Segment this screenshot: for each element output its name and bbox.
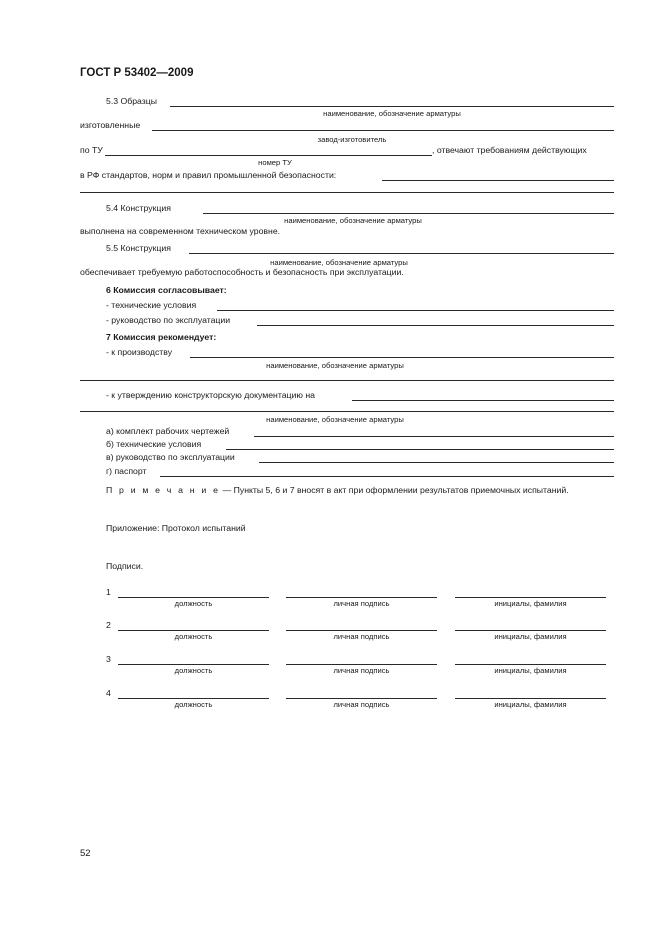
signature-position-line[interactable] [118,630,269,631]
s53-samples-line[interactable] [170,106,614,107]
s7-drawings-line[interactable] [254,436,614,437]
signature-name-line[interactable] [455,630,606,631]
signature-name-caption: инициалы, фамилия [494,632,567,641]
s7-specs-line[interactable] [226,449,614,450]
signature-name-line[interactable] [455,597,606,598]
page-number: 52 [80,848,91,859]
signature-signature-caption: личная подпись [333,599,390,608]
s7-passport-line[interactable] [160,476,614,477]
s7-caption-2: наименование, обозначение арматуры [266,415,404,424]
appendix-text: Приложение: Протокол испытаний [106,523,246,533]
signature-signature-caption: личная подпись [333,632,390,641]
s55-caption: наименование, обозначение арматуры [270,258,408,267]
signature-row-number: 3 [106,654,111,664]
s7-production-line-2[interactable] [80,380,614,381]
s53-made-label: изготовленные [80,120,141,130]
note [106,485,569,495]
signature-signature-line[interactable] [286,597,437,598]
s54-caption: наименование, обозначение арматуры [284,216,422,225]
signature-position-line[interactable] [118,664,269,665]
s53-comply-text: , отвечают требованиям действующих [432,145,587,155]
s53-caption-1: наименование, обозначение арматуры [323,109,461,118]
s54-text: выполнена на современном техническом уровне. [80,226,281,236]
s7-caption-1: наименование, обозначение арматуры [266,361,404,370]
signature-position-line[interactable] [118,698,269,699]
s55-text: обеспечивает требуемую работоспособность и безопасность при эксплуатации. [80,267,404,277]
s53-tu-line[interactable] [105,155,432,156]
signature-position-caption: должность [174,632,213,641]
s6-manual-line[interactable] [257,325,614,326]
signature-position-caption: должность [174,666,213,675]
signature-row-number: 4 [106,688,111,698]
s6-item-specs: - технические условия [106,300,197,310]
s7-approve-line-2[interactable] [80,411,614,412]
s7-approve-label: - к утверждению конструкторскую документацию на [106,390,315,400]
s7-production-label: - к производству [106,347,173,357]
signature-signature-line[interactable] [286,698,437,699]
s7-item-manual: в) руководство по эксплуатации [106,452,235,462]
s7-item-specs: б) технические условия [106,439,202,449]
signature-position-line[interactable] [118,597,269,598]
s7-item-passport: г) паспорт [106,466,147,476]
signature-row-number: 1 [106,587,111,597]
signature-name-caption: инициалы, фамилия [494,700,567,709]
signature-name-caption: инициалы, фамилия [494,666,567,675]
note-lead: П р и м е ч а н и е [106,485,221,495]
s7-production-line[interactable] [190,357,614,358]
signature-name-caption: инициалы, фамилия [494,599,567,608]
signature-signature-line[interactable] [286,630,437,631]
signature-signature-caption: личная подпись [333,666,390,675]
s55-line[interactable] [189,253,614,254]
signature-row-number: 2 [106,620,111,630]
s53-extra-line[interactable] [80,192,614,193]
signature-position-caption: должность [174,599,213,608]
s53-tu-label: по ТУ [80,145,103,155]
s7-manual-line[interactable] [259,462,614,463]
s53-rf-line[interactable] [382,180,614,181]
s54-label: 5.4 Конструкция [106,203,171,213]
signature-signature-caption: личная подпись [333,700,390,709]
s53-caption-3: номер ТУ [258,158,292,167]
s53-caption-2: завод-изготовитель [317,135,387,144]
s7-title: 7 Комиссия рекомендует: [106,332,217,342]
s6-item-manual: - руководство по эксплуатации [106,315,231,325]
s55-label: 5.5 Конструкция [106,243,171,253]
s6-specs-line[interactable] [217,310,614,311]
signature-signature-line[interactable] [286,664,437,665]
signature-position-caption: должность [174,700,213,709]
s53-manufacturer-line[interactable] [152,130,614,131]
signature-name-line[interactable] [455,664,606,665]
signatures-title: Подписи. [106,561,144,571]
s6-title: 6 Комиссия согласовывает: [106,285,227,295]
note-text: — Пункты 5, 6 и 7 вносят в акт при оформлении результатов приемочных испытаний. [220,485,569,495]
signature-name-line[interactable] [455,698,606,699]
s54-line[interactable] [203,213,614,214]
s7-approve-line[interactable] [352,400,614,401]
s7-item-drawings: а) комплект рабочих чертежей [106,426,230,436]
page-header: ГОСТ Р 53402—2009 [80,67,194,79]
s53-label: 5.3 Образцы [106,96,157,106]
s53-rf-text: в РФ стандартов, норм и правил промышленной безопасности: [80,170,337,180]
